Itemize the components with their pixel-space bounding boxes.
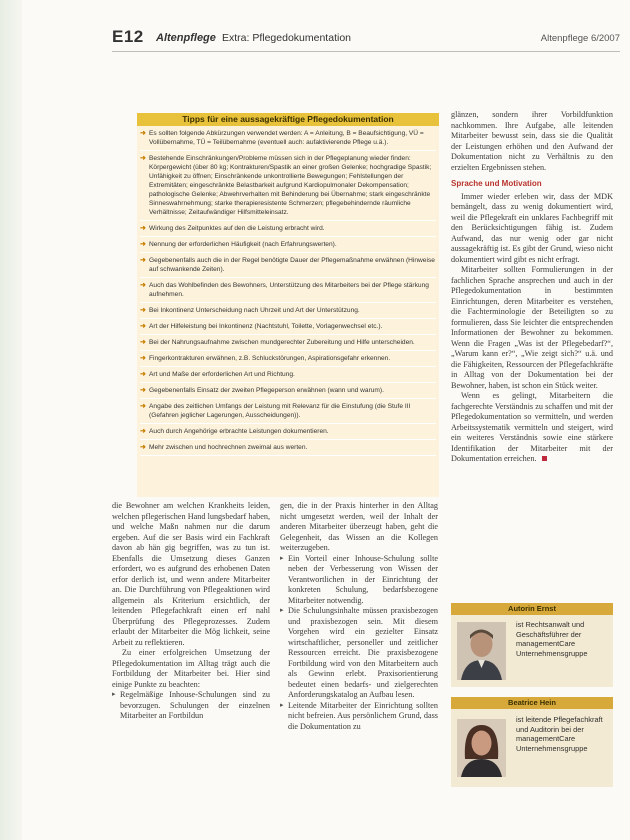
tip-item — [140, 427, 436, 440]
tip-item — [140, 338, 436, 351]
tips-list — [140, 129, 436, 459]
tip-item — [140, 154, 436, 221]
tip-item — [140, 370, 436, 383]
paragraph: glänzen, sondern ihrer Vorbildfunktion nachkommen. Ihre Aufgabe, alle leitenden Mitarbeiter bewusst sein, dass sie die Qualität der Leistungen erhöhen und den Aufwand der Dokumentation nicht zu Verhältnis zu den erzielten Ergebnissen stehen. — [451, 110, 613, 172]
author-name: Autorin Ernst — [451, 603, 613, 615]
magazine-brand: Altenpflege — [156, 32, 216, 44]
list-item-text: Ein Vorteil einer Inhouse-Schulung sollte neben der Verbesserung von Wissen der Verantwortlichen in der Einrichtung der konkreten Schulung, bedarfsbezogene Mitarbeiter notwendig. — [288, 553, 438, 605]
list-item — [112, 690, 270, 722]
list-item-text: Regelmäßige Inhouse-Schulungen sind zu bevorzugen. Schulungen der einzelnen Mitarbeiter an Fortbildun — [120, 690, 270, 720]
tip-item — [140, 306, 436, 319]
header-divider — [112, 51, 620, 52]
arrow-icon: ➜ — [140, 355, 146, 362]
tip-text: Art und Maße der erforderlichen Art und Richtung. — [149, 371, 295, 378]
author-photo — [457, 719, 506, 777]
tips-box — [137, 113, 439, 497]
tip-item — [140, 354, 436, 367]
list-item — [280, 606, 438, 701]
issue-date: Altenpflege 6/2007 — [540, 33, 620, 44]
arrow-icon: ➜ — [140, 257, 146, 264]
tip-text: Bei der Nahrungsaufnahme zwischen mundgerechter Zubereitung und Hilfe unterscheiden. — [149, 339, 415, 346]
paragraph-text: Wenn es gelingt, Mitarbeitern die fachgerechte Verständnis zu schaffen und mit der Pflegedokumentation so vermitteln, und werden Arbeitssystematik vermitteln und steigert, wird ein weiteres Verständnis sowie eine stärkere Identifikation der Mitarbeiter mit der Dokumentation erreichen. — [451, 391, 613, 463]
tip-item — [140, 443, 436, 456]
arrow-icon: ➜ — [140, 282, 146, 289]
tip-item — [140, 281, 436, 303]
list-item — [280, 701, 438, 733]
tip-text: Mehr zwischen und hochrechnen zweimal aus werten. — [149, 444, 308, 451]
arrow-icon: ➜ — [140, 444, 146, 451]
arrow-icon: ▸ — [280, 701, 284, 709]
tip-text: Bei Inkontinenz Unterscheidung nach Uhrzeit und Art der Unterstützung. — [149, 307, 360, 314]
arrow-icon: ➜ — [140, 241, 146, 248]
section-title: Extra: Pflegedokumentation — [222, 32, 351, 44]
arrow-icon: ➜ — [140, 387, 146, 394]
arrow-icon: ➜ — [140, 307, 146, 314]
tip-text: Angabe des zeitlichen Umfangs der Leistung mit Relevanz für die Einstufung (die Stufe III (Gefahren jeglicher Lagerungen, Ausscheidungen)). — [149, 403, 411, 419]
tip-text: Nennung der erforderlichen Häufigkeit (nach Erfahrungswerten). — [149, 241, 337, 248]
page-header — [112, 27, 620, 48]
tip-text: Gegebenenfalls auch die in der Regel benötigte Dauer der Pflegemaßnahme erwähnen (Hinweise auf schwankende Zeiten). — [149, 257, 435, 273]
paragraph: Mitarbeiter sollten Formulierungen in der fachlichen Sprache ansprechen und auch in der Pflegedokumentation in bestimmten Einrichtungen, deren Mitarbeiter es verstehen, die Fachterminologie der Beteiligten so zu formulieren, dass Sie leichter die entsprechenden Informationen der Bewohner zu bekommen. Wenn die Fragen „Was ist der Pflegebedarf?“, „Warum kann er?“, „Wie zeigt sich?“ u.ä. und die Fähigkeiten, Ressourcen der Pflegefachkräfte in Alltag von der Dokumentation bei der Bewohner, haben, ist schon ein Stück weiter. — [451, 265, 613, 390]
tip-text: Es sollten folgende Abkürzungen verwendet werden: A = Anleitung, B = Beaufsichtigung, VÜ = Vollübernahme, TÜ = Teilübernahme (eventuell auch: aufaktivierende Pflege u.ä.). — [149, 130, 424, 146]
paragraph: Immer wieder erleben wir, dass der MDK bemängelt, dass zu wenig dokumentiert wird, weil die Pflegekraft ein unklares Fachbegriff mit den Berücksichtigungen fähig ist. Zudem Aufwand, das nur wenig oder gar nicht aussagekräftig ist. Es gibt der Grund, wieso nicht dokumentiert wird gibt es nicht erfragt. — [451, 191, 613, 264]
paragraph — [451, 391, 613, 465]
end-of-article-mark — [542, 456, 547, 461]
tip-text: Wirkung des Zeitpunktes auf den die Leistung erbracht wird. — [149, 225, 325, 232]
author-photo — [457, 622, 506, 680]
tip-text: Bestehende Einschränkungen/Probleme müssen sich in der Pflegeplanung wieder finden: Körpergewicht (über 80 kg; Kontrakturen/Spastik an einer großen Gelenke; hochgradige Spastik; Unfähigkeit zu öffnen; Einschränkende unkontrollierte Bewegungen; Fehlstellungen der Extremitäten; eingeschränkte Belastbarkeit aufgrund Kardiopulmonaler Dekompensation; pathologische Gelenke; Abwehrverhalten mit Behinderung bei Übernahme; stark eingeschränkte Sinneswahrnehmung; starke therapieresistente Schmerzen; pflegebehindernde räumliche Verhältnisse; Zeitaufwändiger Hilfsmitteleinsatz. — [149, 155, 432, 216]
tip-text: Auch durch Angehörige erbrachte Leistungen dokumentieren. — [149, 428, 329, 435]
author-name: Beatrice Hein — [451, 697, 613, 709]
page-edge-strip — [0, 0, 22, 840]
author-box — [451, 697, 613, 787]
text-column-3 — [451, 110, 613, 465]
list-item — [280, 554, 438, 607]
arrow-icon: ➜ — [140, 323, 146, 330]
text-column-2 — [280, 501, 438, 732]
tips-box-title: Tipps für eine aussagekräftige Pflegedokumentation — [182, 114, 394, 124]
tip-text: Fingerkontrakturen erwähnen, z.B. Schluckstörungen, Aspirationsgefahr erkennen. — [149, 355, 391, 362]
tip-text: Auch das Wohlbefinden des Bewohners, Unterstützung des Mitarbeiters bei der Pflege stärkung aufnehmen. — [149, 282, 429, 298]
paragraph: die Bewohner am welchen Krankheits leiden, welchen pflegerischen Hand lungsbedarf haben, und welche Maßn nahmen nur die darum ergeben. Auf die ser Basis wird ein Fachkraft davon ab hän gig begriffen, was zu tun ist. Ebenfalls die Umsetzung dieses Ganzen erfordert, wo es aufgrund des erhobenen Daten erfor derlich ist, und wenn andere Mitarbeiter an. Die Durchführung von Pflegeaktionen wird allgemein als Kriterium ersichtlich, der leitenden Pflegefachkraft einen erf nahl Überprüfung des Pflegeprozesses. Zudem erlaubt der Mitarbeiter die Mög lichkeit, seine Arbeit zu reflektieren. — [112, 501, 270, 647]
tip-item — [140, 129, 436, 151]
tip-text: Art der Hilfeleistung bei Inkontinenz (Nachtstuhl, Toilette, Vorlagenwechsel etc.). — [149, 323, 383, 330]
author-box — [451, 603, 613, 687]
author-bio: ist leitende Pflegefachkraft und Auditorin bei der managementCare Unternehmensgruppe — [516, 715, 603, 753]
paragraph: Zu einer erfolgreichen Umsetzung der Pflegedokumentation im Alltag trägt auch die Fortbildung der Mitarbeiter bei. Hier sind einige Punkte zu beachten: — [112, 648, 270, 689]
tip-item — [140, 256, 436, 278]
list-item-text: Leitende Mitarbeiter der Einrichtung sollten nicht befreien. Aus persönlichem Grund, dass die Dokumentation zu — [288, 700, 438, 731]
arrow-icon: ➜ — [140, 428, 146, 435]
arrow-icon: ➜ — [140, 155, 146, 162]
arrow-icon: ➜ — [140, 225, 146, 232]
tip-item — [140, 240, 436, 253]
tip-text: Gegebenenfalls Einsatz der zweiten Pflegeperson erwähnen (wann und warum). — [149, 387, 384, 394]
section-heading: Sprache und Motivation — [451, 179, 542, 188]
text-column-1 — [112, 501, 270, 722]
arrow-icon: ▸ — [280, 554, 284, 562]
arrow-icon: ▸ — [280, 607, 284, 614]
list-item-text: Die Schulungsinhalte müssen praxisbezogen und praxisbezogen sein. Mit diesem Vorgehen wird ein gezielter Einsatz wirtschaftlicher, personeller und zeitlicher Ressourcen erreicht. Die praxisbezogene Fortbildung wird von den Mitarbeitern auch als Gewinn erlebt. Praxisorientierung bedeutet einen bedarfs- und zielgerechten Anforderungskatalog an Aufbau lesen. — [288, 606, 438, 699]
tip-item — [140, 322, 436, 335]
section-code: E12 — [112, 27, 144, 46]
tips-box-header — [137, 113, 439, 126]
arrow-icon: ➜ — [140, 371, 146, 378]
tip-item — [140, 386, 436, 399]
arrow-icon: ➜ — [140, 339, 146, 346]
arrow-icon: ➜ — [140, 130, 146, 137]
tip-item — [140, 224, 436, 237]
author-bio: ist Rechtsanwalt und Geschäftsführer der managementCare Unternehmensgruppe — [516, 620, 588, 658]
arrow-icon: ➜ — [140, 403, 146, 410]
paragraph: gen, die in der Praxis hinterher in den Alltag nicht umgesetzt werden, weil der Inhalt der anderen Mitarbeiter überzeugt haben, geht die Gelegenheit, das Wissen an die Kollegen weiterzugeben. — [280, 501, 438, 552]
arrow-icon: ▸ — [112, 691, 116, 698]
tip-item — [140, 402, 436, 424]
